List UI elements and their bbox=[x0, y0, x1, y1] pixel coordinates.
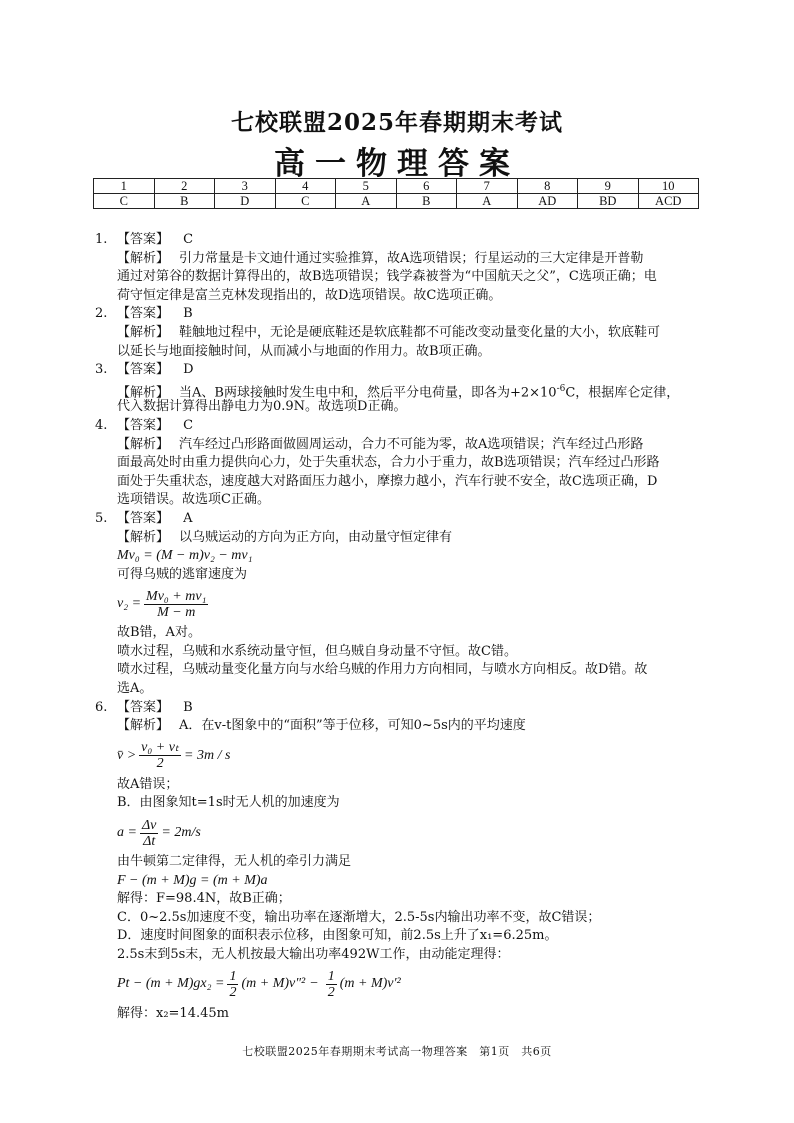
fraction bbox=[144, 589, 208, 620]
formula-term: (m + M)v″² bbox=[241, 976, 306, 992]
table-cell: 3 bbox=[215, 179, 276, 194]
exponent: -6 bbox=[556, 383, 566, 394]
analysis-label: 【解析】 bbox=[117, 529, 170, 545]
table-cell: A bbox=[457, 194, 518, 209]
q4-analysis-line bbox=[95, 436, 705, 455]
answer-label: 【答案】 bbox=[117, 306, 170, 322]
q6-answer-line bbox=[95, 699, 705, 718]
numerator: 1 bbox=[229, 969, 237, 985]
analysis-label: 【解析】 bbox=[117, 436, 170, 452]
table-cell: BD bbox=[578, 194, 639, 209]
formula-term: (m + M)v′² bbox=[339, 976, 401, 992]
question-number: 5. bbox=[95, 510, 108, 526]
analysis-text: 可得乌贼的逃窜速度为 bbox=[117, 566, 248, 582]
analysis-text: C，根据库仑定律， bbox=[565, 385, 680, 401]
analysis-text: 以延长与地面接触时间，从而减小与地面的作用力。故B项正确。 bbox=[117, 343, 491, 359]
analysis-text: D．速度时间图象的面积表示位移，由图象可知，前2.5s上升了x₁=6.25m。 bbox=[117, 928, 558, 944]
analysis-text: 以乌贼运动的方向为正方向，由动量守恒定律有 bbox=[179, 529, 453, 545]
analysis-label: 【解析】 bbox=[117, 385, 170, 401]
table-cell: 4 bbox=[275, 179, 336, 194]
analysis-text: 选项错误。故选项C正确。 bbox=[117, 492, 270, 508]
formula-lhs: Pt − (m + M)gx₂ = bbox=[117, 976, 225, 992]
q1-answer-line bbox=[95, 231, 705, 250]
acceleration-formula bbox=[95, 813, 705, 853]
analysis-text: 解得：x₂=14.45m bbox=[117, 1005, 229, 1021]
energy-theorem-formula bbox=[95, 965, 705, 1005]
analysis-label: 【解析】 bbox=[117, 324, 170, 340]
analysis-text: 喷水过程，乌贼动量变化量方向与水给乌贼的作用力方向相同，与喷水方向相反。故D错。故 bbox=[117, 662, 648, 678]
table-cell: 6 bbox=[396, 179, 457, 194]
analysis-text: 解得：F=98.4N，故B正确； bbox=[117, 891, 291, 907]
question-number-row bbox=[94, 179, 699, 194]
analysis-text: 面处于失重状态，速度越大对路面压力越小，摩擦力越小，汽车行驶不安全，故C选项正确，D bbox=[117, 473, 658, 489]
answer-value: D bbox=[183, 362, 194, 378]
analysis-text: A．在v-t图象中的“面积”等于位移，可知0~5s内的平均速度 bbox=[179, 718, 526, 734]
table-cell: C bbox=[94, 194, 155, 209]
q2-analysis-line bbox=[95, 324, 705, 343]
minus-sign: − bbox=[309, 976, 319, 992]
q3-analysis-line bbox=[95, 380, 705, 399]
analysis-text: 由牛顿第二定律得，无人机的牵引力满足 bbox=[117, 854, 352, 870]
table-cell: AD bbox=[517, 194, 578, 209]
table-cell: A bbox=[336, 194, 397, 209]
formula-lhs: v̄ > bbox=[117, 747, 137, 763]
formula-rhs: = 3m / s bbox=[184, 747, 231, 763]
numerator: v₀ + vₜ bbox=[141, 740, 180, 756]
q2-answer-line bbox=[95, 305, 705, 324]
analysis-label: 【解析】 bbox=[117, 250, 170, 266]
average-velocity-formula bbox=[95, 736, 705, 776]
analysis-text: 荷守恒定律是富兰克林发现指出的，故D选项错误。故C选项正确。 bbox=[117, 287, 502, 303]
numerator: Mv₀ + mv₁ bbox=[146, 588, 207, 604]
table-cell: ACD bbox=[638, 194, 699, 209]
answer-label: 【答案】 bbox=[117, 699, 170, 715]
analysis-text: 鞋触地过程中，无论是硬底鞋还是软底鞋都不可能改变动量变化量的大小，软底鞋可 bbox=[179, 324, 661, 340]
denominator: 2 bbox=[229, 985, 237, 1001]
table-cell: D bbox=[215, 194, 276, 209]
denominator: M − m bbox=[157, 604, 196, 620]
fraction bbox=[139, 740, 181, 771]
analysis-label: 【解析】 bbox=[117, 718, 170, 734]
table-cell: B bbox=[154, 194, 215, 209]
q1-analysis-line bbox=[95, 250, 705, 269]
analysis-text: 当A、B两球接触时发生电中和，然后平分电荷量，即各为+2×10 bbox=[179, 385, 557, 401]
answer-value: C bbox=[183, 232, 194, 247]
question-number: 6. bbox=[95, 699, 108, 715]
q5-answer-line bbox=[95, 510, 705, 529]
formula-lhs: v₂ = bbox=[117, 595, 142, 611]
formula-lhs: a = bbox=[117, 824, 137, 840]
momentum-equation: Mv₀ = (M − m)v₂ − mv₁ bbox=[117, 548, 253, 564]
answer-value: B bbox=[183, 699, 193, 715]
q3-answer-line bbox=[95, 361, 705, 380]
table-cell: B bbox=[396, 194, 457, 209]
numerator: Δv bbox=[141, 817, 157, 833]
analysis-text: 通过对第谷的数据计算得出的，故B选项错误；钱学森被誉为“中国航天之父”，C选项正确；电 bbox=[117, 269, 657, 285]
table-cell: 2 bbox=[154, 179, 215, 194]
q5-analysis-line bbox=[95, 529, 705, 548]
newton-equation: F − (m + M)g = (m + M)a bbox=[117, 872, 268, 888]
fraction bbox=[140, 818, 158, 849]
denominator: 2 bbox=[327, 985, 335, 1001]
answer-row bbox=[94, 194, 699, 209]
analysis-text: 故B错，A对。 bbox=[117, 625, 201, 641]
answer-table bbox=[93, 178, 699, 209]
question-number: 2. bbox=[95, 306, 108, 322]
table-cell: 7 bbox=[457, 179, 518, 194]
table-cell: 10 bbox=[638, 179, 699, 194]
exam-title: 七校联盟2025年春期期末考试 bbox=[230, 109, 563, 136]
answer-value: B bbox=[183, 306, 193, 322]
answer-label: 【答案】 bbox=[117, 232, 170, 247]
answer-label: 【答案】 bbox=[117, 510, 170, 526]
question-number: 3. bbox=[95, 362, 108, 378]
answer-label: 【答案】 bbox=[117, 417, 170, 433]
analysis-text: 引力常量是卡文迪什通过实验推算，故A选项错误；行星运动的三大定律是开普勒 bbox=[179, 250, 644, 266]
table-cell: 8 bbox=[517, 179, 578, 194]
answer-value: A bbox=[183, 510, 193, 526]
analysis-text: C．0~2.5s加速度不变，输出功率在逐渐增大，2.5-5s内输出功率不变，故C错误； bbox=[117, 909, 601, 925]
analysis-text: 面最高处时由重力提供向心力，处于失重状态，合力小于重力，故B选项错误；汽车经过凸形路 bbox=[117, 455, 660, 471]
question-number: 1. bbox=[95, 232, 108, 247]
answer-label: 【答案】 bbox=[117, 362, 170, 378]
question-number: 4. bbox=[95, 417, 108, 433]
solutions bbox=[95, 231, 705, 1023]
answer-title: 高一物理答案 bbox=[274, 146, 520, 182]
formula-rhs: = 2m/s bbox=[161, 824, 201, 840]
q6-analysis-line bbox=[95, 717, 705, 736]
table-cell: 1 bbox=[94, 179, 155, 194]
fraction bbox=[227, 969, 238, 1000]
analysis-text: 选A。 bbox=[117, 681, 153, 697]
analysis-text: 代入数据计算得出静电力为0.9N。故选项D正确。 bbox=[117, 399, 407, 415]
analysis-text: 2.5s末到5s末，无人机按最大输出功率492W工作，由动能定理得： bbox=[117, 947, 510, 962]
analysis-text: 故A错误； bbox=[117, 776, 179, 792]
table-cell: 5 bbox=[336, 179, 397, 194]
page-footer: 七校联盟2025年春期期末考试高一物理答案 第1页 共6页 bbox=[242, 1045, 552, 1058]
denominator: Δt bbox=[143, 833, 156, 849]
analysis-text: B．由图象知t=1s时无人机的加速度为 bbox=[117, 795, 340, 811]
fraction bbox=[326, 969, 337, 1000]
analysis-text: 喷水过程，乌贼和水系统动量守恒，但乌贼自身动量不守恒。故C错。 bbox=[117, 643, 517, 659]
analysis-text: 汽车经过凸形路面做圆周运动，合力不可能为零，故A选项错误；汽车经过凸形路 bbox=[179, 436, 644, 452]
numerator: 1 bbox=[327, 969, 335, 985]
velocity-formula bbox=[95, 584, 705, 624]
answer-value: C bbox=[183, 417, 194, 433]
table-cell: 9 bbox=[578, 179, 639, 194]
q4-answer-line bbox=[95, 417, 705, 436]
table-cell: C bbox=[275, 194, 336, 209]
denominator: 2 bbox=[156, 756, 164, 772]
